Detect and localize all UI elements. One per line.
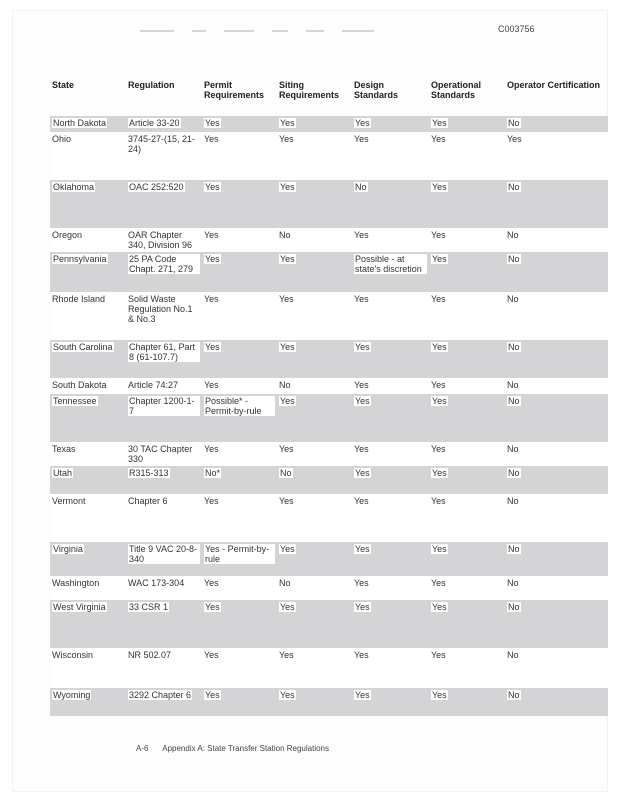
document-id: C003756 <box>498 24 535 34</box>
cell-permit <box>202 542 277 576</box>
cell-siting-text: No <box>279 380 291 390</box>
cell-operational-text: Yes <box>431 230 446 240</box>
cell-design-text: Yes <box>355 118 370 128</box>
cell-siting-text: Yes <box>279 444 294 454</box>
cell-operational <box>429 252 505 292</box>
cell-operational-text: Yes <box>432 254 447 264</box>
cell-regulation-text: Chapter 6 <box>128 496 168 506</box>
cell-siting-text: Yes <box>279 496 294 506</box>
cell-siting <box>277 116 352 132</box>
cell-regulation-text: OAR Chapter 340, Division 96 <box>128 230 193 250</box>
cell-state-text: South Carolina <box>53 342 113 352</box>
cell-state <box>50 688 126 716</box>
cell-certification-text: No <box>507 380 519 390</box>
cell-design-text: Yes <box>354 650 369 660</box>
cell-siting <box>277 466 352 494</box>
cell-regulation-text: NR 502.07 <box>128 650 172 660</box>
cell-certification <box>505 576 608 600</box>
cell-state <box>50 116 126 132</box>
cell-design <box>352 688 429 716</box>
cell-permit <box>202 576 277 600</box>
cell-certification-text: No <box>507 650 519 660</box>
cell-regulation <box>126 494 202 542</box>
header-regulation: Regulation <box>128 80 175 90</box>
cell-regulation <box>126 648 202 688</box>
cell-certification <box>505 688 608 716</box>
cell-operational-text: Yes <box>431 380 446 390</box>
page-footer <box>136 744 329 753</box>
cell-operational <box>429 378 505 394</box>
cell-operational-text: Yes <box>432 690 447 700</box>
cell-permit-text: Yes <box>204 496 219 506</box>
regulations-table <box>50 78 608 716</box>
cell-permit <box>202 442 277 466</box>
cell-regulation-text: 33 CSR 1 <box>129 602 169 612</box>
cell-certification-text: No <box>508 254 520 264</box>
cell-design-text: Yes <box>355 468 370 478</box>
cell-state <box>50 132 126 180</box>
cell-permit <box>202 116 277 132</box>
cell-operational-text: Yes <box>432 342 447 352</box>
cell-permit <box>202 228 277 252</box>
cell-state-text: Wisconsin <box>52 650 94 660</box>
cell-permit <box>202 466 277 494</box>
table-row <box>50 576 608 600</box>
table-body <box>50 116 608 716</box>
cell-siting-text: Yes <box>279 650 294 660</box>
faint-header-marks <box>140 30 440 34</box>
header-design: Design Standards <box>354 80 399 100</box>
header-certification: Operator Certification <box>507 80 601 90</box>
cell-state <box>50 340 126 378</box>
cell-design <box>352 252 429 292</box>
cell-certification <box>505 132 608 180</box>
cell-design-text: Yes <box>354 496 369 506</box>
cell-operational <box>429 466 505 494</box>
cell-certification-text: Yes <box>507 134 522 144</box>
cell-state-text: Ohio <box>52 134 72 144</box>
cell-regulation <box>126 252 202 292</box>
cell-design-text: Yes <box>355 690 370 700</box>
cell-permit <box>202 292 277 340</box>
cell-design <box>352 292 429 340</box>
table-row <box>50 688 608 716</box>
cell-state <box>50 542 126 576</box>
cell-permit-text: Yes <box>204 444 219 454</box>
cell-design-text: Possible - at state's discretion <box>354 254 427 274</box>
cell-state <box>50 252 126 292</box>
cell-state-text: Utah <box>53 468 73 478</box>
cell-permit <box>202 600 277 648</box>
cell-operational <box>429 340 505 378</box>
cell-operational-text: Yes <box>431 134 446 144</box>
cell-operational <box>429 292 505 340</box>
cell-state-text: Virginia <box>53 544 83 554</box>
cell-state-text: Oklahoma <box>53 182 95 192</box>
cell-operational-text: Yes <box>432 396 447 406</box>
cell-regulation <box>126 576 202 600</box>
cell-operational <box>429 116 505 132</box>
cell-siting <box>277 442 352 466</box>
table-row <box>50 648 608 688</box>
cell-regulation <box>126 542 202 576</box>
cell-certification-text: No <box>507 578 519 588</box>
cell-certification-text: No <box>507 230 519 240</box>
table-row <box>50 442 608 466</box>
cell-state-text: North Dakota <box>53 118 107 128</box>
cell-siting-text: Yes <box>280 690 295 700</box>
cell-permit-text: Yes <box>204 230 219 240</box>
cell-permit-text: Yes <box>205 690 220 700</box>
cell-state <box>50 394 126 442</box>
cell-permit-text: Yes - Permit-by-rule <box>204 544 275 564</box>
cell-operational <box>429 648 505 688</box>
cell-operational-text: Yes <box>431 650 446 660</box>
cell-certification-text: No <box>507 496 519 506</box>
cell-regulation-text: R315-313 <box>129 468 169 478</box>
cell-siting <box>277 688 352 716</box>
cell-design <box>352 576 429 600</box>
table-row <box>50 542 608 576</box>
cell-certification-text: No <box>508 182 520 192</box>
cell-design <box>352 340 429 378</box>
cell-design <box>352 378 429 394</box>
cell-regulation <box>126 340 202 378</box>
cell-regulation <box>126 116 202 132</box>
cell-state <box>50 378 126 394</box>
cell-siting-text: No <box>279 578 291 588</box>
footer-title: Appendix A: State Transfer Station Regulations <box>162 744 330 753</box>
cell-state-text: Texas <box>52 444 76 454</box>
table-row <box>50 132 608 180</box>
cell-regulation-text: Chapter 61, Part 8 (61-107.7) <box>128 342 200 362</box>
cell-permit-text: No* <box>205 468 221 478</box>
cell-operational-text: Yes <box>432 182 447 192</box>
cell-certification <box>505 378 608 394</box>
cell-certification-text: No <box>508 544 520 554</box>
cell-design-text: Yes <box>354 380 369 390</box>
cell-permit <box>202 132 277 180</box>
cell-certification <box>505 648 608 688</box>
cell-design <box>352 466 429 494</box>
cell-regulation <box>126 466 202 494</box>
cell-design <box>352 648 429 688</box>
header-permit: Permit Requirements <box>204 80 265 100</box>
cell-siting-text: Yes <box>280 254 295 264</box>
cell-siting <box>277 292 352 340</box>
cell-permit <box>202 648 277 688</box>
cell-state-text: Tennessee <box>53 396 97 406</box>
cell-design-text: Yes <box>354 578 369 588</box>
cell-certification <box>505 466 608 494</box>
cell-regulation-text: 3292 Chapter 6 <box>129 690 192 700</box>
cell-design <box>352 116 429 132</box>
cell-siting-text: Yes <box>280 396 295 406</box>
cell-regulation <box>126 292 202 340</box>
cell-operational-text: Yes <box>432 118 447 128</box>
cell-design-text: Yes <box>355 396 370 406</box>
table-row <box>50 466 608 494</box>
cell-siting <box>277 494 352 542</box>
cell-regulation-text: Chapter 1200-1-7 <box>128 396 200 416</box>
table-row <box>50 600 608 648</box>
cell-certification <box>505 252 608 292</box>
cell-certification-text: No <box>508 468 520 478</box>
cell-design-text: Yes <box>355 544 370 554</box>
cell-state-text: South Dakota <box>52 380 107 390</box>
cell-permit-text: Possible* - Permit-by-rule <box>204 396 275 416</box>
cell-certification <box>505 116 608 132</box>
cell-state <box>50 228 126 252</box>
cell-certification <box>505 180 608 228</box>
cell-permit-text: Yes <box>205 254 220 264</box>
cell-design <box>352 132 429 180</box>
cell-permit-text: Yes <box>204 134 219 144</box>
cell-operational <box>429 394 505 442</box>
cell-regulation-text: Title 9 VAC 20-8-340 <box>128 544 200 564</box>
cell-operational-text: Yes <box>432 602 447 612</box>
cell-regulation-text: 25 PA Code Chapt. 271, 279 <box>128 254 200 274</box>
cell-permit-text: Yes <box>204 380 219 390</box>
footer-page-number: A-6 <box>136 744 149 753</box>
cell-regulation-text: OAC 252:520 <box>129 182 184 192</box>
cell-design <box>352 542 429 576</box>
cell-permit <box>202 494 277 542</box>
cell-regulation-text: Solid Waste Regulation No.1 & No.3 <box>128 294 193 324</box>
cell-permit <box>202 378 277 394</box>
cell-state-text: West Virginia <box>53 602 106 612</box>
cell-permit <box>202 252 277 292</box>
cell-regulation-text: 30 TAC Chapter 330 <box>128 444 193 464</box>
cell-design <box>352 394 429 442</box>
cell-state-text: Pennsylvania <box>53 254 107 264</box>
cell-design-text: Yes <box>354 444 369 454</box>
header-state: State <box>52 80 75 90</box>
cell-siting <box>277 252 352 292</box>
cell-design-text: Yes <box>354 230 369 240</box>
cell-operational-text: Yes <box>432 468 447 478</box>
cell-certification-text: No <box>508 396 520 406</box>
cell-siting-text: Yes <box>279 294 294 304</box>
cell-state-text: Vermont <box>52 496 86 506</box>
cell-certification-text: No <box>507 294 519 304</box>
cell-siting-text: Yes <box>279 134 294 144</box>
cell-design-text: Yes <box>355 342 370 352</box>
cell-operational <box>429 688 505 716</box>
table-row <box>50 116 608 132</box>
cell-regulation <box>126 228 202 252</box>
cell-certification-text: No <box>508 602 520 612</box>
cell-siting-text: No <box>280 468 292 478</box>
cell-siting <box>277 600 352 648</box>
cell-state-text: Washington <box>52 578 100 588</box>
cell-certification <box>505 542 608 576</box>
cell-permit-text: Yes <box>204 294 219 304</box>
cell-siting-text: Yes <box>280 342 295 352</box>
cell-design <box>352 228 429 252</box>
cell-design-text: Yes <box>354 134 369 144</box>
cell-regulation <box>126 378 202 394</box>
cell-siting <box>277 132 352 180</box>
table-row <box>50 252 608 292</box>
cell-certification <box>505 292 608 340</box>
table-row <box>50 494 608 542</box>
table-row <box>50 340 608 378</box>
cell-operational-text: Yes <box>431 578 446 588</box>
table-row <box>50 292 608 340</box>
cell-state-text: Rhode Island <box>52 294 106 304</box>
cell-certification <box>505 340 608 378</box>
header-operational: Operational Standards <box>431 80 482 100</box>
table-row <box>50 378 608 394</box>
cell-permit-text: Yes <box>205 118 220 128</box>
cell-operational <box>429 180 505 228</box>
cell-permit-text: Yes <box>204 578 219 588</box>
cell-state <box>50 648 126 688</box>
cell-siting <box>277 542 352 576</box>
cell-siting <box>277 340 352 378</box>
cell-operational <box>429 576 505 600</box>
cell-design <box>352 442 429 466</box>
cell-regulation <box>126 132 202 180</box>
cell-operational-text: Yes <box>431 444 446 454</box>
cell-design <box>352 180 429 228</box>
cell-certification <box>505 600 608 648</box>
cell-permit <box>202 180 277 228</box>
cell-siting <box>277 394 352 442</box>
cell-state <box>50 292 126 340</box>
cell-design <box>352 600 429 648</box>
cell-siting-text: Yes <box>280 544 295 554</box>
cell-operational <box>429 228 505 252</box>
cell-permit-text: Yes <box>204 650 219 660</box>
cell-design-text: No <box>355 182 367 192</box>
cell-design-text: Yes <box>355 602 370 612</box>
cell-regulation-text: WAC 173-304 <box>128 578 185 588</box>
cell-regulation <box>126 688 202 716</box>
cell-design-text: Yes <box>354 294 369 304</box>
cell-certification <box>505 442 608 466</box>
table-row <box>50 180 608 228</box>
cell-siting <box>277 648 352 688</box>
cell-siting-text: No <box>279 230 291 240</box>
cell-state <box>50 494 126 542</box>
cell-regulation <box>126 394 202 442</box>
cell-operational-text: Yes <box>431 496 446 506</box>
cell-state <box>50 442 126 466</box>
cell-permit-text: Yes <box>205 342 220 352</box>
cell-certification-text: No <box>508 342 520 352</box>
cell-state-text: Oregon <box>52 230 83 240</box>
cell-state <box>50 600 126 648</box>
cell-operational <box>429 442 505 466</box>
table-header-row <box>50 78 608 116</box>
cell-operational-text: Yes <box>432 544 447 554</box>
cell-siting <box>277 180 352 228</box>
cell-operational <box>429 494 505 542</box>
cell-operational <box>429 600 505 648</box>
cell-siting-text: Yes <box>280 118 295 128</box>
cell-certification <box>505 494 608 542</box>
cell-operational <box>429 132 505 180</box>
cell-regulation-text: Article 33-20 <box>129 118 180 128</box>
cell-certification-text: No <box>508 118 520 128</box>
table-row <box>50 228 608 252</box>
cell-state <box>50 466 126 494</box>
cell-state-text: Wyoming <box>53 690 91 700</box>
cell-state <box>50 180 126 228</box>
cell-siting <box>277 378 352 394</box>
cell-state <box>50 576 126 600</box>
cell-siting-text: Yes <box>280 182 295 192</box>
cell-permit <box>202 394 277 442</box>
cell-regulation <box>126 600 202 648</box>
cell-design <box>352 494 429 542</box>
cell-operational <box>429 542 505 576</box>
header-siting: Siting Requirements <box>279 80 340 100</box>
cell-operational-text: Yes <box>431 294 446 304</box>
cell-siting <box>277 576 352 600</box>
cell-regulation-text: 3745-27-(15, 21-24) <box>128 134 196 154</box>
cell-certification <box>505 228 608 252</box>
cell-permit <box>202 688 277 716</box>
cell-permit <box>202 340 277 378</box>
cell-regulation <box>126 180 202 228</box>
cell-regulation <box>126 442 202 466</box>
table-row <box>50 394 608 442</box>
cell-certification <box>505 394 608 442</box>
cell-regulation-text: Article 74:27 <box>128 380 179 390</box>
cell-permit-text: Yes <box>205 602 220 612</box>
cell-certification-text: No <box>508 690 520 700</box>
cell-certification-text: No <box>507 444 519 454</box>
cell-siting-text: Yes <box>280 602 295 612</box>
cell-siting <box>277 228 352 252</box>
cell-permit-text: Yes <box>205 182 220 192</box>
